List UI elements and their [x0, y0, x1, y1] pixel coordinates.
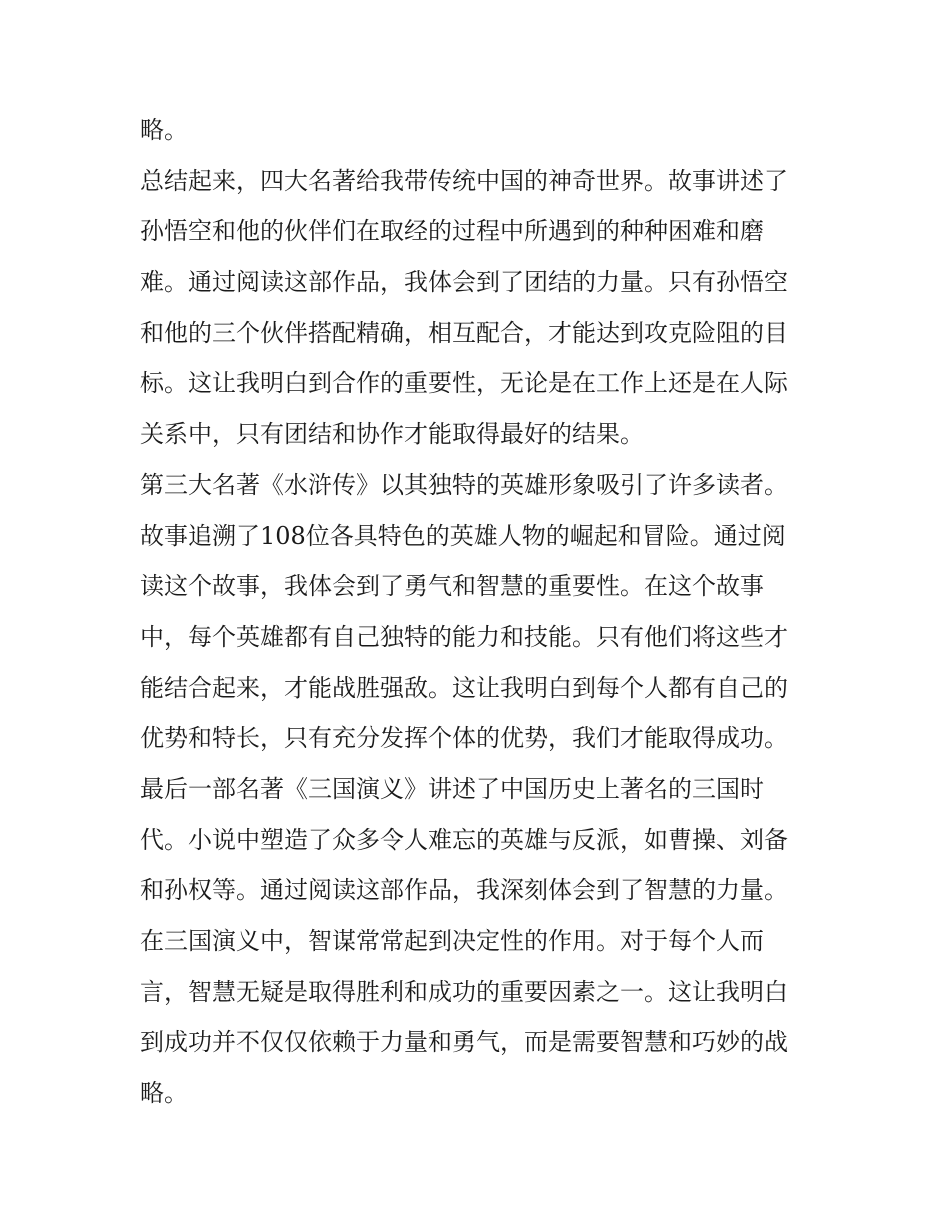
- text-line: 略。: [140, 1079, 188, 1108]
- text-line: 到成功并不仅仅依赖于力量和勇气，而是需要智慧和巧妙的战: [140, 1028, 788, 1057]
- text-line: 略。: [140, 116, 188, 144]
- text-line: 言，智慧无疑是取得胜利和成功的重要因素之一。这让我明白: [140, 977, 788, 1006]
- text-line: 在三国演义中，智谋常常起到决定性的作用。对于每个人而: [140, 927, 764, 955]
- body-text: [140, 105, 820, 1119]
- text-line: 读这个故事，我体会到了勇气和智慧的重要性。在这个故事: [140, 572, 764, 601]
- text-line: 中，每个英雄都有自己独特的能力和技能。只有他们将这些才: [140, 622, 788, 651]
- text-line: 优势和特长，只有充分发挥个体的优势，我们才能取得成功。: [140, 724, 788, 753]
- text-line: 故事追溯了108位各具特色的英雄人物的崛起和冒险。通过阅: [140, 521, 786, 550]
- text-line: 第三大名著《水浒传》以其独特的英雄形象吸引了许多读者。: [140, 470, 788, 499]
- text-line: 代。小说中塑造了众多令人难忘的英雄与反派，如曹操、刘备: [140, 825, 788, 854]
- text-line: 孙悟空和他的伙伴们在取经的过程中所遇到的种种困难和磨: [140, 217, 764, 246]
- text-line: 总结起来，四大名著给我带传统中国的神奇世界。故事讲述了: [140, 166, 788, 195]
- text-line: 关系中，只有团结和协作才能取得最好的结果。: [140, 420, 644, 449]
- text-line: 标。这让我明白到合作的重要性，无论是在工作上还是在人际: [140, 369, 788, 398]
- text-line: 能结合起来，才能战胜强敌。这让我明白到每个人都有自己的: [140, 673, 788, 702]
- text-line: 和他的三个伙伴搭配精确，相互配合，才能达到攻克险阻的目: [140, 318, 788, 347]
- text-line: 难。通过阅读这部作品，我体会到了团结的力量。只有孙悟空: [140, 268, 788, 297]
- text-line: 和孙权等。通过阅读这部作品，我深刻体会到了智慧的力量。: [140, 876, 788, 905]
- text-line: 最后一部名著《三国演义》讲述了中国历史上著名的三国时: [140, 774, 764, 803]
